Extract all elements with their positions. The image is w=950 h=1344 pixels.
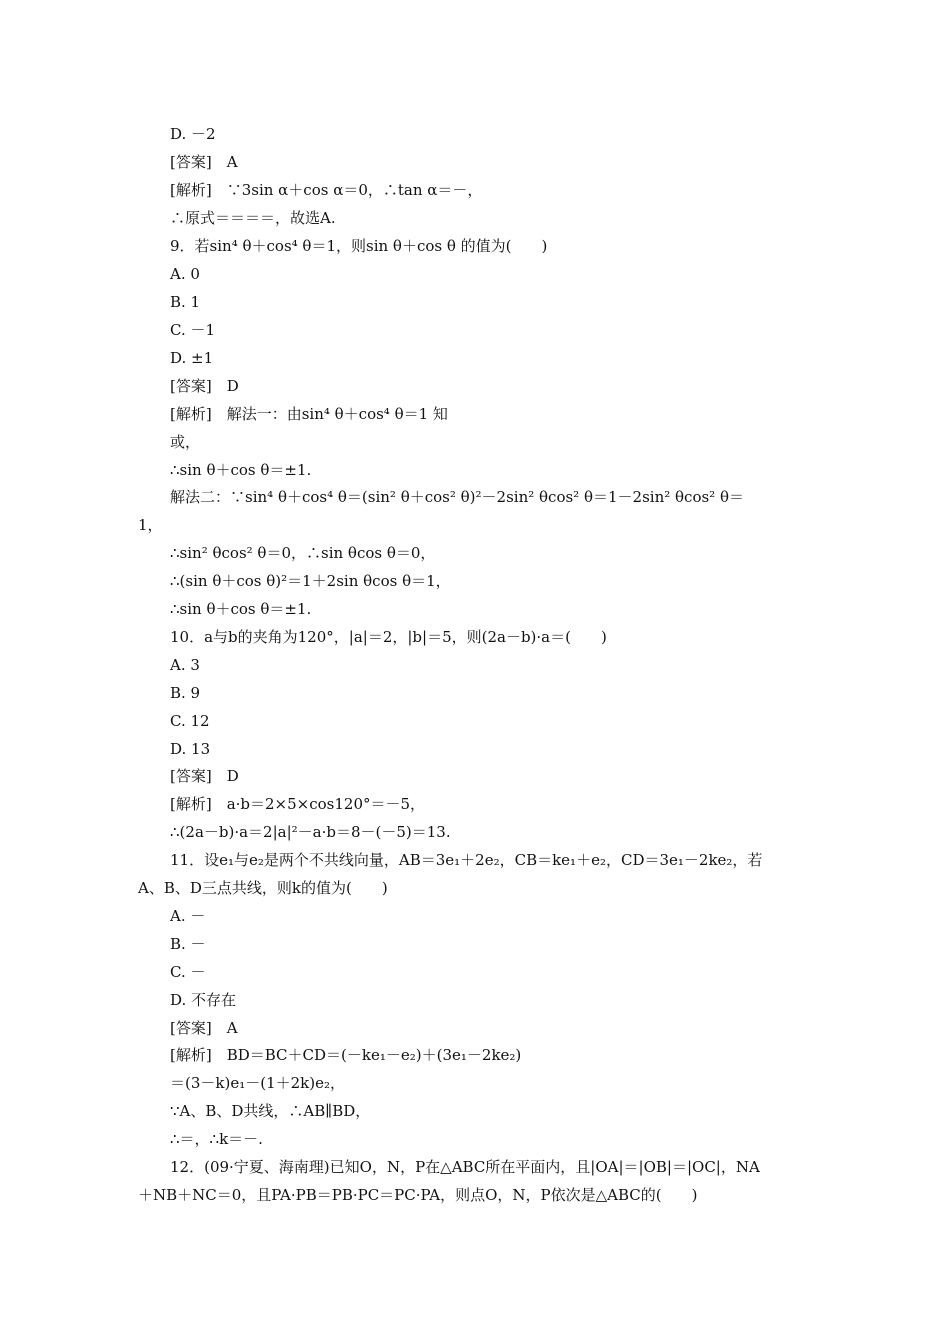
text-line: 10．a与b的夹角为120°，|a|＝2，|b|＝5，则(2a－b)·a＝( ) [170, 628, 607, 646]
text-line: [解析] 解法一：由sin⁴ θ＋cos⁴ θ＝1 知 [170, 405, 448, 423]
text-line: A. － [170, 907, 206, 925]
text-line: D. －2 [170, 125, 216, 143]
text-line: ＋NB＋NC＝0，且PA·PB＝PB·PC＝PC·PA，则点O，N，P依次是△ABC的( ) [138, 1186, 698, 1204]
text-line: 1， [138, 516, 163, 534]
text-line: C. 12 [170, 712, 210, 730]
text-line: C. － [170, 963, 206, 981]
text-line: [解析] a·b＝2×5×cos120°＝－5， [170, 795, 426, 813]
text-line: B. 1 [170, 293, 201, 311]
text-line: A、B、D三点共线，则k的值为( ) [138, 879, 388, 897]
text-line: 12．(09·宁夏、海南理)已知O，N，P在△ABC所在平面内，且|OA|＝|OB|＝|OC|，NA [170, 1158, 760, 1176]
text-line: ∴sin θ＋cos θ＝±1. [170, 600, 312, 618]
text-line: D. ±1 [170, 349, 214, 367]
text-line: ∴＝，∴k＝－. [170, 1130, 263, 1148]
text-line: [解析] ∵3sin α＋cos α＝0，∴tan α＝－， [170, 181, 483, 199]
text-line: [答案] D [170, 377, 239, 395]
text-line: A. 3 [170, 656, 200, 674]
text-line: ＝(3－k)e₁－(1＋2k)e₂， [170, 1074, 345, 1092]
text-line: ∴sin² θcos² θ＝0，∴sin θcos θ＝0， [170, 544, 436, 562]
text-line: 解法二：∵sin⁴ θ＋cos⁴ θ＝(sin² θ＋cos² θ)²－2sin² θcos² θ＝1－2sin² θcos² θ＝ [170, 488, 744, 506]
text-line: A. 0 [170, 265, 200, 283]
text-line: [答案] A [170, 153, 238, 171]
text-line: C. －1 [170, 321, 216, 339]
text-line: ∴sin θ＋cos θ＝±1. [170, 461, 312, 479]
text-line: 9．若sin⁴ θ＋cos⁴ θ＝1，则sin θ＋cos θ 的值为( ) [170, 237, 548, 255]
text-line: 或， [170, 433, 201, 451]
text-line: D. 13 [170, 740, 211, 758]
text-line: D. 不存在 [170, 991, 237, 1009]
text-line: ∴原式＝＝＝＝，故选A. [170, 209, 336, 227]
text-line: ∴(sin θ＋cos θ)²＝1＋2sin θcos θ＝1， [170, 572, 451, 590]
text-line: [答案] D [170, 767, 239, 785]
text-line: B. － [170, 935, 206, 953]
text-line: 11．设e₁与e₂是两个不共线向量，AB＝3e₁＋2e₂，CB＝ke₁＋e₂，CD＝3e₁－2ke₂，若 [170, 851, 763, 869]
text-line: ∴(2a－b)·a＝2|a|²－a·b＝8－(－5)＝13. [170, 823, 451, 841]
text-line: B. 9 [170, 684, 201, 702]
text-line: [解析] BD＝BC＋CD＝(－ke₁－e₂)＋(3e₁－2ke₂) [170, 1046, 522, 1064]
text-line: [答案] A [170, 1019, 238, 1037]
text-line: ∵A、B、D共线，∴AB∥BD， [170, 1102, 371, 1120]
